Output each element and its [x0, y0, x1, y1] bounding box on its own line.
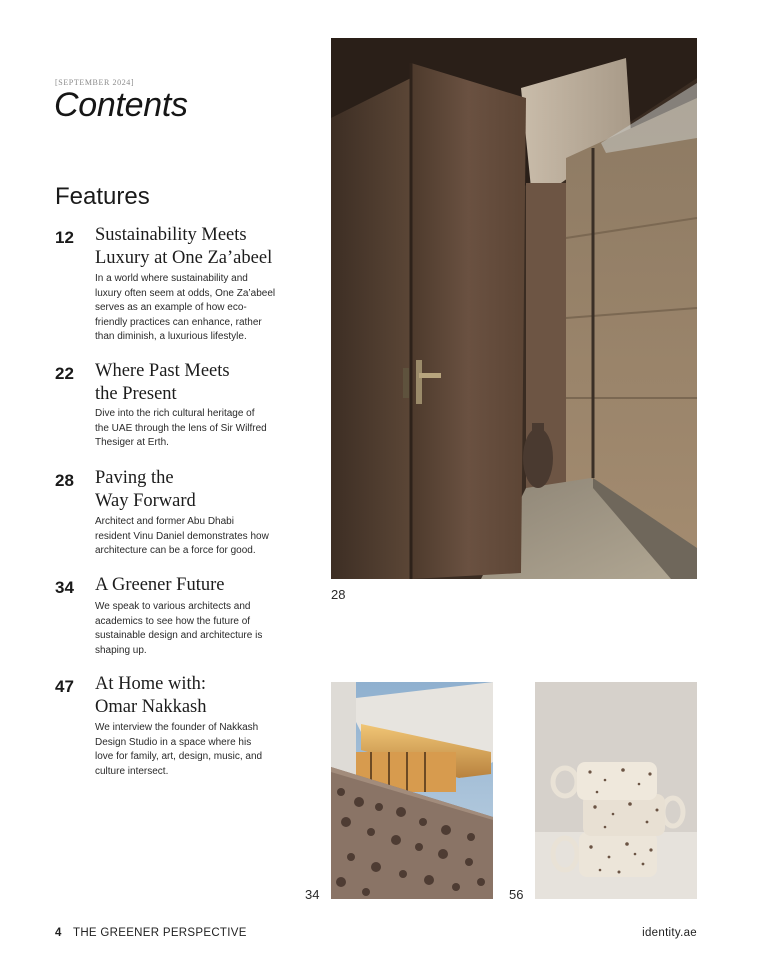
entry-description-line: friendly practices can enhance, rather: [95, 316, 262, 328]
wall-photo-caption: 34: [305, 887, 320, 902]
entry-title-line: the Present: [95, 384, 177, 404]
entry-title-line: Luxury at One Za’abeel: [95, 248, 273, 268]
entry-description-line: sustainable design and architecture is: [95, 630, 263, 642]
entry-title-line: Way Forward: [95, 491, 196, 511]
cups-photo[interactable]: [535, 682, 697, 899]
door-lock: [403, 368, 409, 398]
door-photo[interactable]: [331, 38, 697, 579]
entry-page-number: 47: [55, 677, 74, 696]
entry-description-line: love for family, art, design, music, and: [95, 751, 263, 763]
clay-vase: [523, 428, 553, 488]
entry-description-line: shaping up.: [95, 644, 147, 656]
door-handle-lever: [419, 373, 441, 378]
entry-description: [95, 407, 295, 451]
entry-description-line: Thesiger at Erth.: [95, 437, 169, 449]
entry-description-line: culture intersect.: [95, 765, 169, 777]
top-cup: [577, 762, 657, 800]
entry-title[interactable]: [95, 673, 295, 719]
door-handle-plate: [416, 360, 422, 404]
entry-title-line: Paving the: [95, 468, 174, 488]
entry-title-line: Omar Nakkash: [95, 697, 207, 717]
vase-neck: [532, 423, 544, 431]
entry-title[interactable]: [95, 360, 295, 406]
entry-description-line: resident Vinu Daniel demonstrates how: [95, 530, 269, 542]
entry-title-line: Where Past Meets: [95, 361, 230, 381]
entry-description-line: luxury often seem at odds, One Za’abeel: [95, 287, 276, 299]
section-heading: Features: [55, 183, 150, 210]
entry-description-line: academics to see how the future of: [95, 615, 251, 627]
entry-description-line: serves as an example of how eco-: [95, 302, 247, 314]
entry-page-number: 22: [55, 364, 74, 383]
entry-description-line: Dive into the rich cultural heritage of: [95, 408, 255, 419]
issue-date: [SEPTEMBER 2024]: [55, 78, 135, 87]
entry-description: [95, 600, 295, 658]
entry-description: [95, 272, 295, 345]
page-title: Contents: [54, 86, 188, 124]
entry-page-number: 12: [55, 228, 74, 247]
cups-photo-caption: 56: [509, 887, 524, 902]
entry-title[interactable]: [95, 467, 295, 513]
entry-description-line: architecture can be a force for good.: [95, 545, 256, 557]
left-wall: [331, 78, 411, 579]
entry-description-line: In a world where sustainability and: [95, 273, 248, 284]
door-photo-caption: 28: [331, 587, 346, 602]
entry-page-number: 34: [55, 578, 74, 597]
entry-title-line: Sustainability Meets: [95, 225, 247, 245]
bottom-cup: [579, 832, 657, 877]
entry-description-line: We speak to various architects and: [95, 601, 251, 612]
entry-title[interactable]: [95, 224, 295, 270]
footer-website-link[interactable]: identity.ae: [642, 927, 697, 939]
entry-title-line: At Home with:: [95, 674, 206, 694]
entry-description-line: than diminish, a luxurious lifestyle.: [95, 331, 247, 343]
middle-cup: [583, 794, 665, 836]
entry-description: [95, 721, 295, 779]
entry-title-line: A Greener Future: [95, 575, 225, 595]
entry-description-line: Architect and former Abu Dhabi: [95, 516, 234, 527]
entry-description: [95, 515, 295, 559]
entry-page-number: 28: [55, 471, 74, 490]
open-door: [411, 63, 526, 579]
footer-section-name: THE GREENER PERSPECTIVE: [73, 927, 247, 939]
entry-description-line: the UAE through the lens of Sir Wilfred: [95, 422, 267, 434]
footer-page-number: 4: [55, 927, 62, 939]
entry-description-line: We interview the founder of Nakkash: [95, 722, 259, 733]
building-wall-photo[interactable]: [331, 682, 493, 899]
entry-title[interactable]: [95, 574, 295, 597]
entry-description-line: Design Studio in a space where his: [95, 736, 252, 748]
